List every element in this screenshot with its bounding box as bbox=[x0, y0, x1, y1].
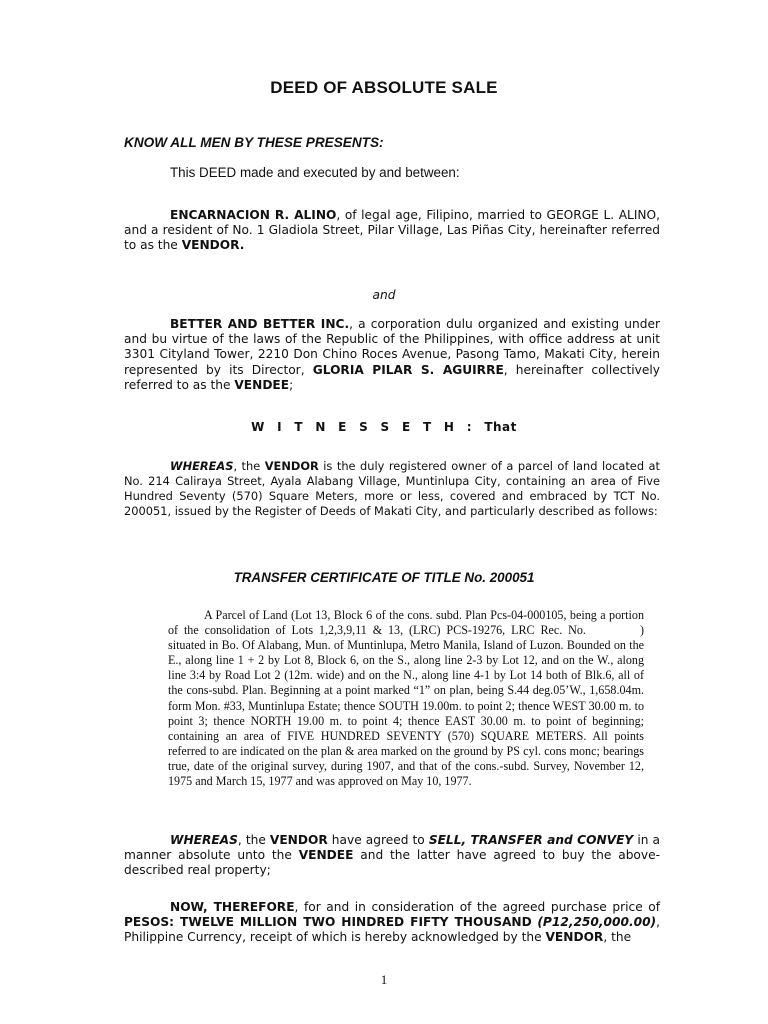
vendee-name: BETTER AND BETTER INC. bbox=[170, 317, 350, 331]
vendor-label: VENDOR. bbox=[181, 238, 245, 253]
vendor-name: ENCARNACION R. ALINO bbox=[170, 208, 337, 222]
vendee-label: VENDEE bbox=[234, 377, 290, 392]
whereas-ownership-paragraph: WHEREAS, the VENDOR is the duly registered owner of a parcel of land located at No. 214 Caliraya Street, Ayala Alabang Village, Muntinlupa City, containing an area of Five Hundred Seventy (570) Square Meters, more or less, covered and embraced by TCT No. 200051, issued by the Register of Deeds of Makati City, and particularly described as follows: bbox=[124, 459, 660, 518]
document-title: DEED OF ABSOLUTE SALE bbox=[270, 78, 498, 97]
land-description: A Parcel of Land (Lot 13, Block 6 of the cons. subd. Plan Pcs-04-000105, being a portion of the consolidation of Lots 1,2,3,9,11 & 13, (LRC) PCS-19276, LRC Rec. No. ) situated in Bo. Of Alabang, Mun. of Muntinlupa, Metro Manila, Island of Luzon. Bounded on the E., along line 1 + 2 by Lot 8, Block 6, on the S., along line 2-3 by Lot 12, and on the W., along line 3:4 by Road Lot 2 (12m. wide) and on the N., along line 4-1 by Lot 14 both of Blk.6, all of the cons-subd. Plan. Beginning at a point marked “1” on plan, being S.44 deg.05’W., 1,658.04m. form Mon. #33, Muntinlupa Estate; thence SOUTH 19.00m. to point 2; thence WEST 30.00 m. to point 3; thence NORTH 19.00 m. to point 4; thence EAST 30.00 m. to point of beginning; containing an area of FIVE HUNDRED SEVENTY (570) SQUARE METERS. All points referred to are indicated on the plan & area marked on the ground by PS cyl. cons monc; bearings true, date of the original survey, during 1907, and that of the cons.-subd. Survey, November 12, 1975 and March 15, 1977 and was approved on May 10, 1977. bbox=[168, 608, 644, 789]
director-name: GLORIA PILAR S. AGUIRRE bbox=[312, 362, 504, 377]
page-number: 1 bbox=[380, 972, 388, 987]
vendor-paragraph: ENCARNACION R. ALINO, of legal age, Filipino, married to GEORGE L. ALINO, and a resident of No. 1 Gladiola Street, Pilar Village, Las Piñas City, hereinafter referred to as the VENDOR. bbox=[124, 208, 661, 253]
and-separator: and bbox=[372, 288, 396, 302]
now-therefore-paragraph: NOW, THEREFORE, for and in consideration of the agreed purchase price of PESOS: TWELVE MILLION TWO HINDRED FIFTY THOUSAND (P12,250,000.00), Philippine Currency, receipt of which is hereby acknowledged by the VENDOR, the bbox=[124, 900, 661, 945]
whereas-agreement-paragraph: WHEREAS, the VENDOR have agreed to SELL, TRANSFER and CONVEY in a manner absolute unto the VENDEE and the latter have agreed to buy the above-described real property; bbox=[124, 833, 660, 878]
tct-heading: TRANSFER CERTIFICATE OF TITLE No. 200051 bbox=[233, 570, 535, 585]
witnesseth-heading: W I T N E S S E T H : That bbox=[251, 420, 517, 434]
intro-line: This DEED made and executed by and between: bbox=[170, 165, 460, 180]
vendee-paragraph: BETTER AND BETTER INC., a corporation dulu organized and existing under and bu virtue of the laws of the Republic of the Philippines, with office address at unit 3301 Cityland Tower, 2210 Don Chino Roces Avenue, Pasong Tamo, Makati City, herein represented by its Director, GLORIA PILAR S. AGUIRRE, hereinafter collectively referred to as the VENDEE; bbox=[124, 317, 660, 392]
know-all-men-heading: KNOW ALL MEN BY THESE PRESENTS: bbox=[124, 135, 384, 150]
